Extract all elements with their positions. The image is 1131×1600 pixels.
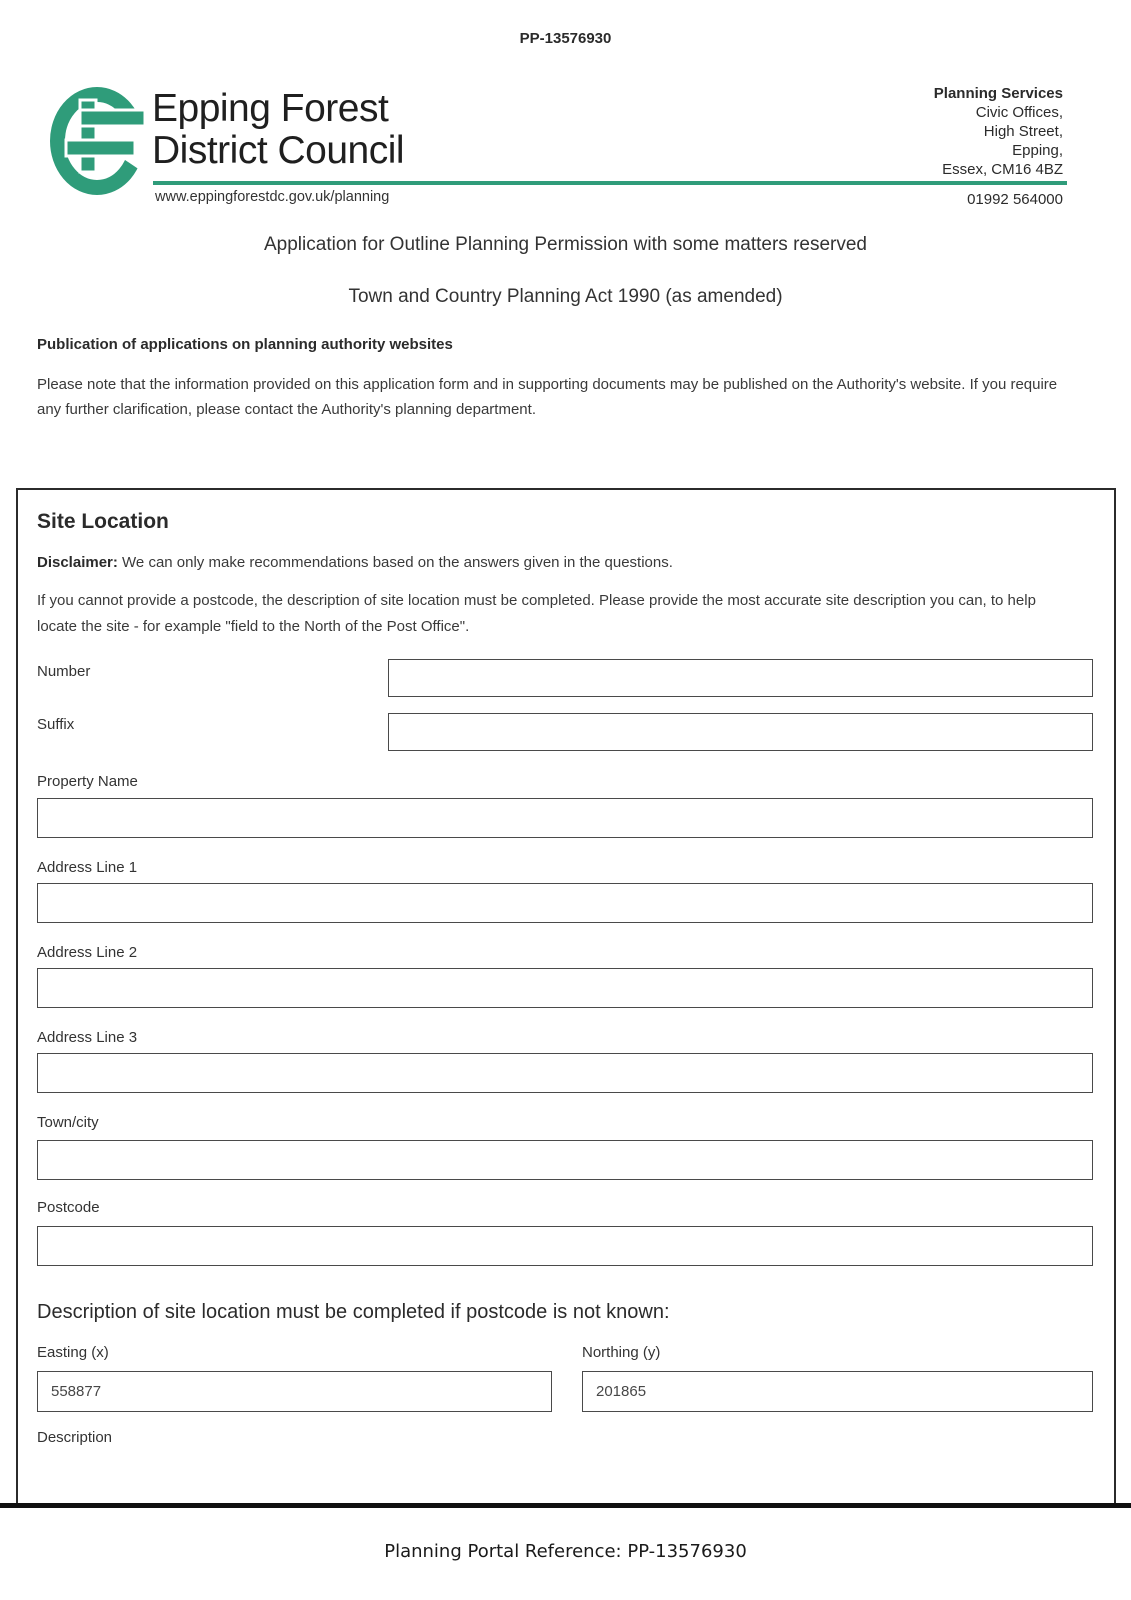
disclaimer-text bbox=[37, 554, 673, 571]
address-line-2-input[interactable] bbox=[37, 968, 1093, 1008]
address-line-3-input[interactable] bbox=[37, 1053, 1093, 1093]
publication-heading: Publication of applications on planning authority websites bbox=[37, 336, 453, 353]
address-line-3-label: Address Line 3 bbox=[37, 1029, 138, 1046]
town-city-label: Town/city bbox=[37, 1114, 99, 1131]
council-name-line1: Epping Forest bbox=[152, 87, 389, 130]
header-divider-rule bbox=[153, 181, 1067, 185]
town-city-input[interactable] bbox=[37, 1140, 1093, 1180]
site-location-heading: Site Location bbox=[37, 510, 169, 533]
council-name-line2: District Council bbox=[152, 129, 405, 172]
easting-input[interactable] bbox=[37, 1371, 552, 1412]
number-label: Number bbox=[37, 663, 91, 680]
council-website: www.eppingforestdc.gov.uk/planning bbox=[155, 189, 390, 205]
portal-reference-top: PP-13576930 bbox=[519, 30, 612, 47]
page-bottom-rule bbox=[0, 1503, 1131, 1508]
council-name bbox=[152, 88, 404, 172]
northing-label: Northing (y) bbox=[582, 1344, 661, 1361]
address-line: Epping, bbox=[1012, 142, 1063, 159]
disclaimer-label: Disclaimer: bbox=[37, 554, 118, 571]
council-phone: 01992 564000 bbox=[967, 191, 1063, 208]
authority-address-block bbox=[934, 84, 1063, 179]
number-input[interactable] bbox=[388, 659, 1093, 697]
suffix-input[interactable] bbox=[388, 713, 1093, 751]
address-line-1-input[interactable] bbox=[37, 883, 1093, 923]
northing-input[interactable] bbox=[582, 1371, 1093, 1412]
property-name-label: Property Name bbox=[37, 773, 138, 790]
department-name: Planning Services bbox=[933, 85, 1063, 102]
suffix-label: Suffix bbox=[37, 716, 75, 733]
address-line-1-label: Address Line 1 bbox=[37, 859, 138, 876]
description-label: Description bbox=[37, 1429, 113, 1446]
portal-reference-footer: Planning Portal Reference: PP-13576930 bbox=[384, 1541, 747, 1562]
site-location-intro: If you cannot provide a postcode, the description of site location must be completed. Please provide the most accurate site description you can, to help locate the site - for example "field to the North of the Post Office". bbox=[37, 592, 1036, 635]
address-line: Essex, CM16 4BZ bbox=[942, 161, 1063, 178]
address-line: Civic Offices, bbox=[975, 104, 1063, 121]
postcode-label: Postcode bbox=[37, 1199, 100, 1216]
easting-label: Easting (x) bbox=[37, 1344, 109, 1361]
address-line-2-label: Address Line 2 bbox=[37, 944, 138, 961]
disclaimer-body: We can only make recommendations based on the answers given in the questions. bbox=[117, 554, 673, 571]
form-title: Application for Outline Planning Permission with some matters reserved bbox=[264, 234, 867, 255]
form-subtitle: Town and Country Planning Act 1990 (as amended) bbox=[348, 286, 783, 307]
postcode-input[interactable] bbox=[37, 1226, 1093, 1266]
publication-body: Please note that the information provided on this application form and in supporting documents may be published on the Authority's website. If you require any further clarification, please contact the Authority's planning department. bbox=[37, 376, 1058, 418]
property-name-input[interactable] bbox=[37, 798, 1093, 838]
description-heading: Description of site location must be completed if postcode is not known: bbox=[37, 1301, 670, 1323]
address-line: High Street, bbox=[983, 123, 1063, 140]
